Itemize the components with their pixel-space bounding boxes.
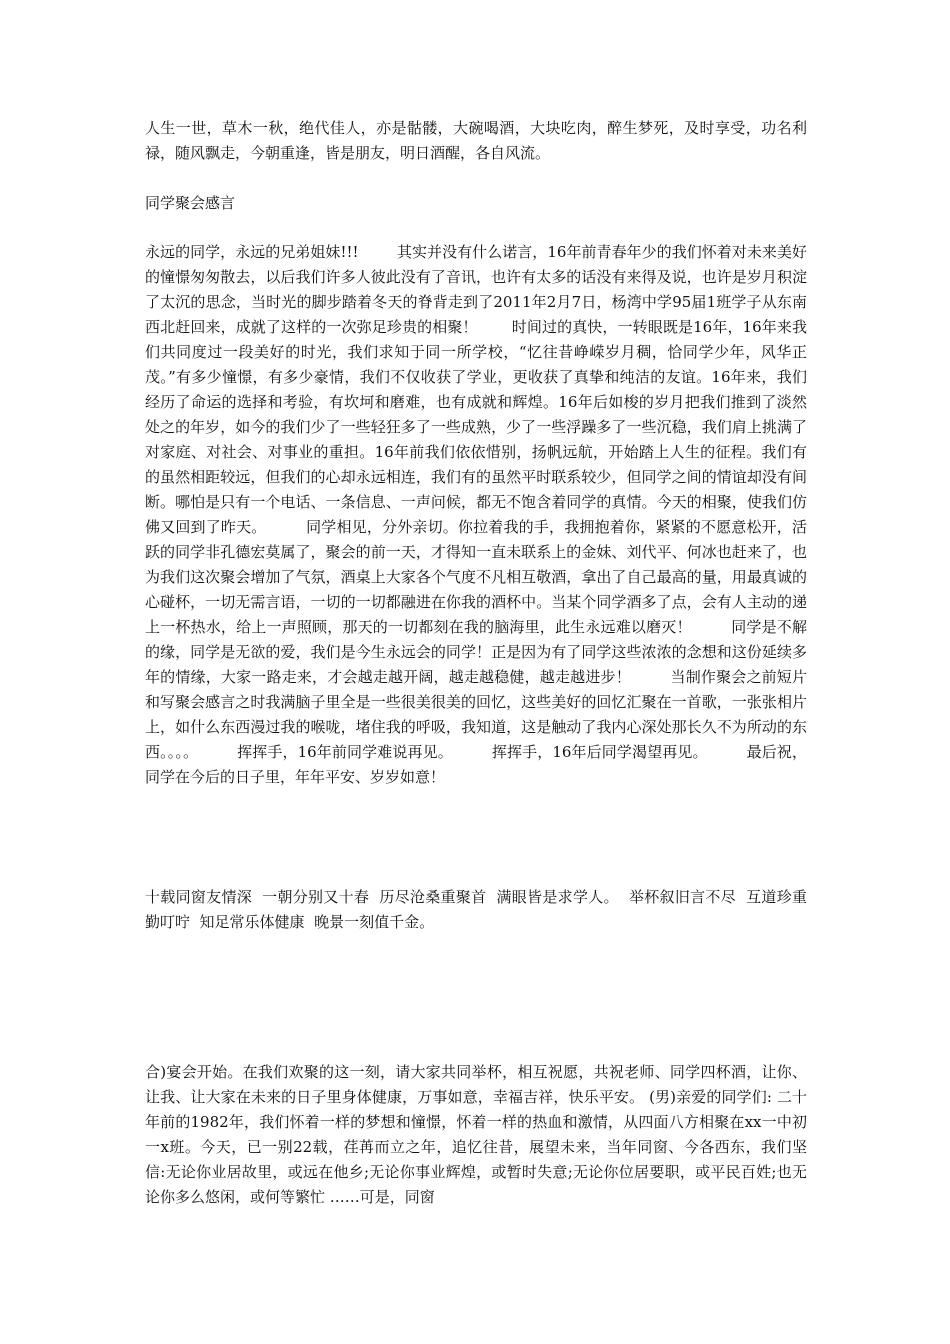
intro-poem-paragraph: 人生一世，草木一秋，绝代佳人，亦是骷髅，大碗喝酒，大块吃肉，醉生梦死，及时享受，功名利禄，随风飘走，今朝重逢，皆是朋友，明日酒醒，各自风流。 [145, 119, 807, 162]
section-heading: 同学聚会感言 [145, 194, 236, 212]
reunion-essay-paragraph: 永远的同学，永远的兄弟姐妹!!! 其实并没有什么诺言，16年前青春年少的我们怀着对未来美好的憧憬匆匆散去，以后我们许多人彼此没有了音讯，也许有太多的话没有来得及说，也许是岁月积淀了太沉的思念，当时光的脚步踏着冬天的脊背走到了2011年2月7日，杨湾中学95届1班学子从东南西北赶回来，成就了这样的一次弥足珍贵的相聚！ 时间过的真快，一转眼既是16年，16年来我们共同度过一段美好的时光，我们求知于同一所学校，“忆往昔峥嵘岁月稠，恰同学少年，风华正茂。”有多少憧憬，有多少豪情，我们不仅收获了学业，更收获了真挚和纯洁的友谊。16年来，我们经历了命运的选择和考验，有坎坷和磨难，也有成就和辉煌。16年后如梭的岁月把我们推到了淡然处之的年岁，如今的我们少了一些轻狂多了一些成熟，少了一些浮躁多了一些沉稳，我们肩上挑满了对家庭、对社会、对事业的重担。16年前我们依依惜别，扬帆远航，开始踏上人生的征程。我们有的虽然相距较远，但我们的心却永远相连，我们有的虽然平时联系较少，但同学之间的情谊却没有间断。哪怕是只有一个电话、一条信息、一声问候，都无不饱含着同学的真情。今天的相聚，使我们仿佛又回到了昨天。 同学相见，分外亲切。你拉着我的手，我拥抱着你，紧紧的不愿意松开，活跃的同学非孔德宏莫属了，聚会的前一天，才得知一直未联系上的金妹、刘代平、何冰也赶来了，也为我们这次聚会增加了气氛，酒桌上大家各个气度不凡相互敬酒，拿出了自己最高的量，用最真诚的心碰杯，一切无需言语，一切的一切都融进在你我的酒杯中。当某个同学酒多了点，会有人主动的递上一杯热水，给上一声照顾，那天的一切都刻在我的脑海里，此生永远难以磨灭！ 同学是不解的缘，同学是无欲的爱，我们是今生永远会的同学！正是因为有了同学这些浓浓的念想和这份延续多年的情缘，大家一路走来，才会越走越开阔，越走越稳健，越走越进步！ 当制作聚会之前短片和写聚会感言之时我满脑子里全是一些很美很美的回忆，这些美好的回忆汇聚在一首歌，一张张相片上，如什么东西漫过我的喉咙，堵住我的呼吸，我知道，这是触动了我内心深处那长久不为所动的东西。。。。 挥挥手，16年前同学难说再见。 挥挥手，16年后同学渴望再见。 最后祝，同学在今后的日子里，年年平安、岁岁如意！ [145, 243, 807, 786]
verse-paragraph: 十载同窗友情深 一朝分别又十春 历尽沧桑重聚首 满眼皆是求学人。 举杯叙旧言不尽 互道珍重勤叮咛 知足常乐体健康 晚景一刻值千金。 [145, 888, 807, 931]
banquet-speech-paragraph: 合)宴会开始。在我们欢聚的这一刻，请大家共同举杯，相互祝愿，共祝老师、同学四杯酒，让你、让我、让大家在未来的日子里身体健康，万事如意，幸福吉祥，快乐平安。 (男)亲爱的同学们: 二十年前的1982年，我们怀着一样的梦想和憧憬，怀着一样的热血和激情，从四面八方相聚在xx一中初一x班。今天，已一别22载，荏苒而立之年，追忆往昔，展望未来，当年同窗、今各西东，我们坚信:无论你业居故里，或远在他乡;无论你事业辉煌，或暂时失意;无论你位居要职，或平民百姓;也无论你多么悠闲，或何等繁忙 ……可是，同窗 [145, 1063, 807, 1206]
